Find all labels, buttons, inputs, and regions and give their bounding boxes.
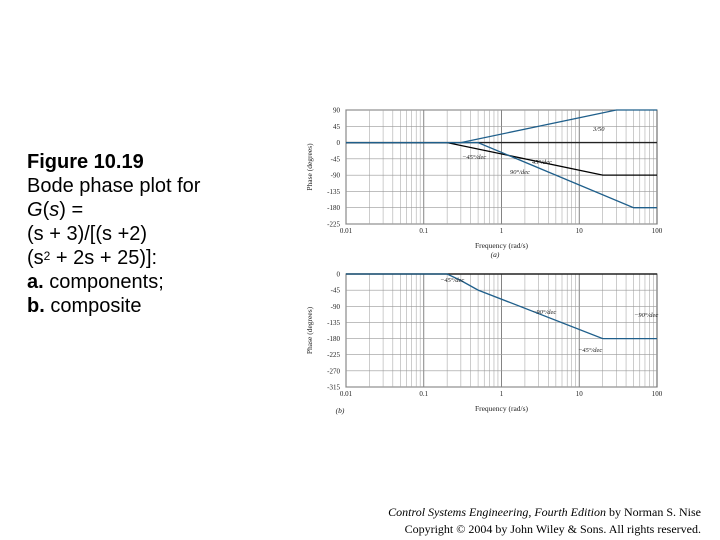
book-author: by Norman S. Nise (606, 505, 701, 519)
annotation-label: 90°/dec (510, 169, 530, 176)
book-title: Control Systems Engineering, Fourth Edition (388, 505, 606, 519)
y-tick-label: -90 (330, 302, 340, 311)
panel-label: (b) (335, 406, 345, 415)
y-tick-label: -45 (330, 286, 340, 295)
x-tick-label: 0.01 (339, 390, 353, 398)
caption-line-2: Bode phase plot for (27, 175, 201, 197)
annotation-label: −45°/dec (440, 277, 465, 284)
caption-line-5: $(s^2 + 2s + 25)$]: (27, 247, 158, 269)
figure-label: Figure 10.19 (27, 151, 144, 173)
y-tick-label: -180 (327, 204, 340, 213)
x-tick-label: 1 (499, 227, 504, 235)
y-tick-label: -135 (327, 187, 340, 196)
panel-label: (a) (490, 250, 500, 259)
x-tick-label: 1 (499, 390, 504, 398)
x-tick-label: 10 (575, 227, 583, 235)
caption-line-4: (s + 3)/[(s +2) (27, 223, 148, 245)
y-tick-label: 0 (336, 139, 340, 148)
y-tick-label: 45 (333, 122, 340, 131)
x-tick-label: 0.01 (339, 227, 353, 235)
y-tick-label: 90 (333, 106, 340, 115)
plot-panel-a (305, 107, 663, 260)
y-tick-label: -180 (327, 335, 340, 344)
x-tick-label: 0.1 (419, 227, 429, 235)
annotation-label: 3/50 (593, 126, 605, 133)
copyright-line: Copyright © 2004 by John Wiley & Sons. All rights reserved. (404, 522, 701, 536)
plot-panel-b (305, 271, 663, 416)
x-tick-label: 0.1 (419, 390, 429, 398)
copyright-credit (388, 504, 701, 538)
y-tick-label: -225 (327, 220, 340, 229)
caption-line-6: a. components; (27, 271, 164, 293)
y-tick-label: -90 (330, 171, 340, 180)
y-tick-label: -315 (327, 383, 340, 392)
annotation-label: −45°/dec (462, 154, 487, 161)
annotation-label: −90°/dec (532, 309, 557, 316)
y-tick-label: 0 (336, 270, 340, 279)
x-tick-label: 100 (651, 390, 663, 398)
caption-line-3: G(s) = (27, 199, 84, 221)
x-axis-label: Frequency (rad/s) (474, 241, 529, 250)
annotation-label: −90°/dec (634, 312, 659, 319)
annotation-label: −45°/dec (578, 347, 603, 354)
y-axis-label: Phase (degrees) (305, 306, 314, 355)
x-axis-label: Frequency (rad/s) (474, 404, 529, 413)
x-tick-label: 10 (575, 390, 583, 398)
y-axis-label: Phase (degrees) (305, 143, 314, 191)
annotation-label: 45°/dec (532, 159, 552, 166)
y-tick-label: -270 (327, 367, 340, 376)
y-tick-label: -135 (327, 318, 340, 327)
x-tick-label: 100 (651, 227, 663, 235)
y-tick-label: -45 (330, 155, 340, 164)
caption-line-7: b. composite (27, 295, 142, 317)
y-tick-label: -225 (327, 351, 340, 360)
